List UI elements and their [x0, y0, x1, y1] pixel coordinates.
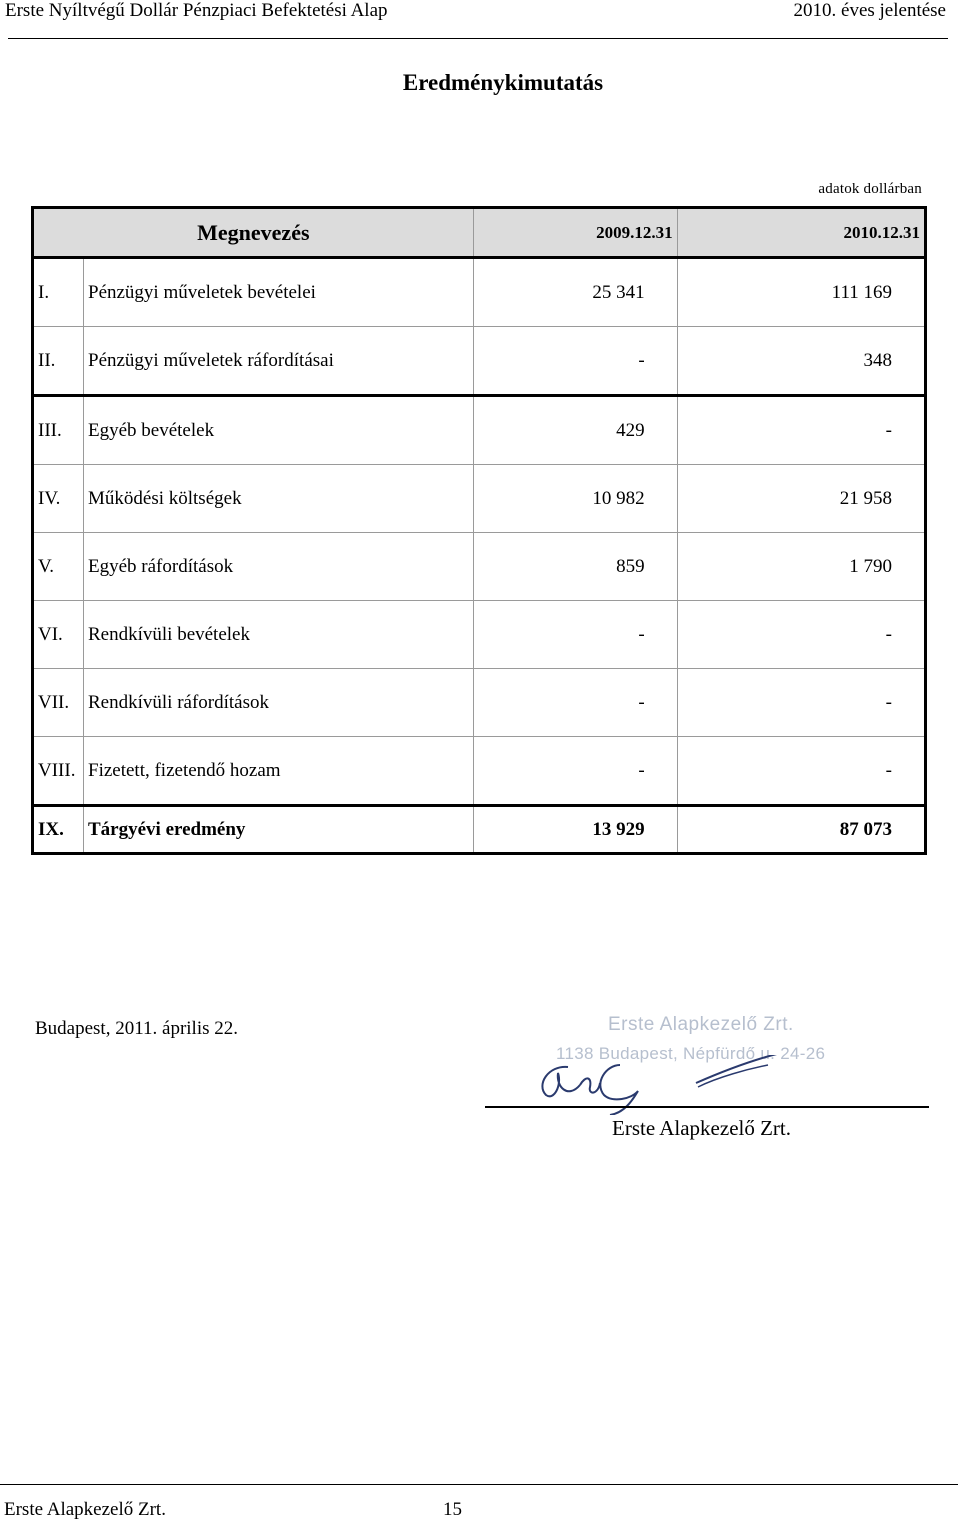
total-value-2009: 13 929 — [473, 806, 677, 854]
row-value-2010: - — [677, 737, 925, 806]
row-number: III. — [33, 396, 84, 465]
signatory-name: Erste Alapkezelő Zrt. — [612, 1116, 792, 1140]
row-label: Rendkívüli bevételek — [84, 601, 474, 669]
column-header-2010: 2010.12.31 — [677, 208, 925, 258]
row-value-2009: - — [473, 601, 677, 669]
row-number: I. — [33, 258, 84, 327]
row-value-2009: - — [473, 737, 677, 806]
row-value-2010: 21 958 — [677, 465, 925, 533]
row-value-2009: - — [473, 327, 677, 396]
place-date: Budapest, 2011. április 22. — [35, 1018, 238, 1039]
column-header-name: Megnevezés — [33, 208, 474, 258]
row-value-2009: 429 — [473, 396, 677, 465]
row-label: Rendkívüli ráfordítások — [84, 669, 474, 737]
stamp-line-2: 1138 Budapest, Népfürdő u. 24-26 — [556, 1044, 826, 1063]
row-value-2009: - — [473, 669, 677, 737]
header-fund-name: Erste Nyíltvégű Dollár Pénzpiaci Befektetési Alap — [5, 0, 388, 21]
row-label: Egyéb ráfordítások — [84, 533, 474, 601]
row-value-2010: 1 790 — [677, 533, 925, 601]
row-number: VI. — [33, 601, 84, 669]
total-number: IX. — [33, 806, 84, 854]
row-number: II. — [33, 327, 84, 396]
table-row — [33, 465, 926, 533]
row-number: VII. — [33, 669, 84, 737]
header-divider — [8, 38, 948, 39]
footer-divider — [0, 1484, 958, 1485]
row-value-2010: - — [677, 601, 925, 669]
table-row — [33, 737, 926, 806]
row-value-2010: 348 — [677, 327, 925, 396]
row-value-2009: 859 — [473, 533, 677, 601]
row-label: Pénzügyi műveletek ráfordításai — [84, 327, 474, 396]
row-label: Egyéb bevételek — [84, 396, 474, 465]
table-header-row — [33, 208, 926, 258]
table-row — [33, 396, 926, 465]
row-label: Pénzügyi műveletek bevételei — [84, 258, 474, 327]
table-row — [33, 669, 926, 737]
stamp-line-1: Erste Alapkezelő Zrt. — [608, 1014, 794, 1035]
table-row — [33, 258, 926, 327]
row-number: IV. — [33, 465, 84, 533]
table-row — [33, 601, 926, 669]
header-report-title: 2010. éves jelentése — [793, 0, 946, 21]
page-number: 15 — [443, 1499, 462, 1520]
total-label: Tárgyévi eredmény — [84, 806, 474, 854]
row-value-2009: 25 341 — [473, 258, 677, 327]
row-value-2010: 111 169 — [677, 258, 925, 327]
row-number: VIII. — [33, 737, 84, 806]
table-row — [33, 533, 926, 601]
row-value-2010: - — [677, 669, 925, 737]
signature-line — [485, 1106, 929, 1108]
total-value-2010: 87 073 — [677, 806, 925, 854]
unit-note: adatok dollárban — [818, 181, 922, 197]
table-total-row — [33, 806, 926, 854]
row-value-2009: 10 982 — [473, 465, 677, 533]
row-label: Fizetett, fizetendő hozam — [84, 737, 474, 806]
row-value-2010: - — [677, 396, 925, 465]
income-statement-table — [31, 206, 927, 855]
column-header-2009: 2009.12.31 — [473, 208, 677, 258]
footer-company: Erste Alapkezelő Zrt. — [4, 1499, 166, 1520]
table-row — [33, 327, 926, 396]
row-label: Működési költségek — [84, 465, 474, 533]
row-number: V. — [33, 533, 84, 601]
page-title: Eredménykimutatás — [402, 70, 604, 95]
